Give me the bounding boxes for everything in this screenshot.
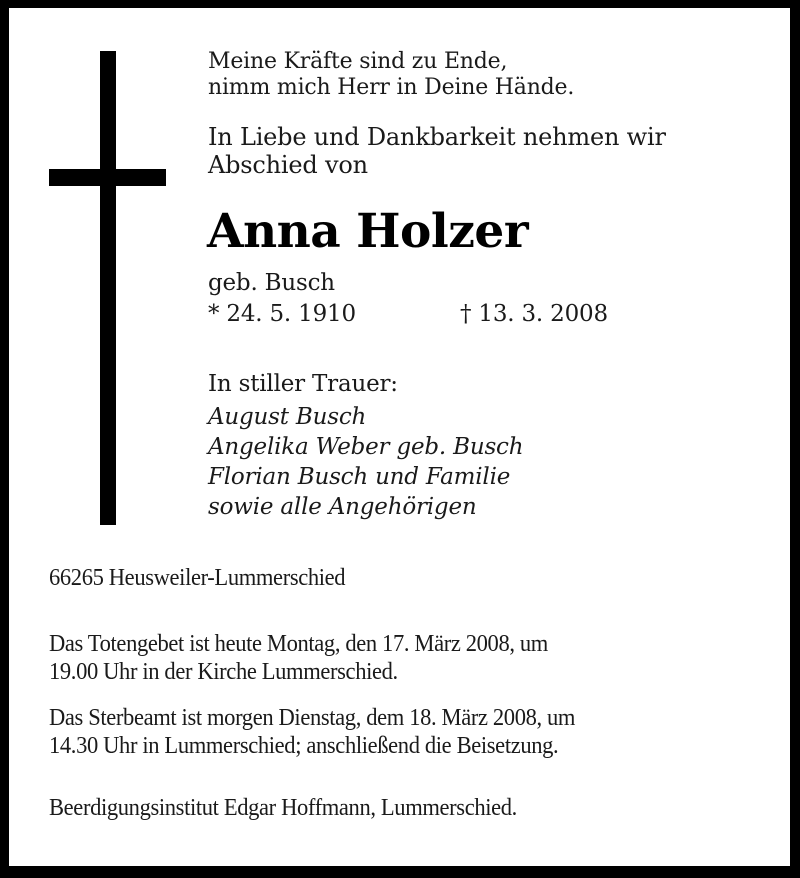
prayer-line-1: Das Totengebet ist heute Montag, den 17. März 2008, um (49, 630, 548, 657)
birth-date: * 24. 5. 1910 (208, 301, 356, 327)
death-date: † 13. 3. 2008 (460, 301, 608, 327)
location: 66265 Heusweiler-Lummerschied (49, 564, 346, 591)
intro-line-1: In Liebe und Dankbarkeit nehmen wir (208, 123, 666, 151)
mourner-1: August Busch (208, 404, 367, 430)
mourner-4: sowie alle Angehörigen (208, 494, 477, 520)
maiden-name: geb. Busch (208, 270, 335, 296)
mourner-2: Angelika Weber geb. Busch (208, 434, 524, 460)
requiem-line-1: Das Sterbeamt ist morgen Dienstag, dem 18. März 2008, um (49, 704, 576, 731)
verse-line-1: Meine Kräfte sind zu Ende, (208, 49, 508, 74)
cross-icon-crossbar (49, 169, 166, 186)
cross-icon (100, 51, 116, 525)
intro-line-2: Abschied von (208, 151, 368, 179)
mourners-heading: In stiller Trauer: (208, 371, 398, 397)
verse-line-2: nimm mich Herr in Deine Hände. (208, 75, 575, 100)
deceased-name: Anna Holzer (207, 204, 529, 259)
mourner-3: Florian Busch und Familie (208, 464, 511, 490)
requiem-line-2: 14.30 Uhr in Lummerschied; anschließend die Beisetzung. (49, 732, 559, 759)
prayer-line-2: 19.00 Uhr in der Kirche Lummerschied. (49, 658, 398, 685)
funeral-home: Beerdigungsinstitut Edgar Hoffmann, Lummerschied. (49, 794, 517, 821)
obituary-notice (9, 8, 790, 866)
